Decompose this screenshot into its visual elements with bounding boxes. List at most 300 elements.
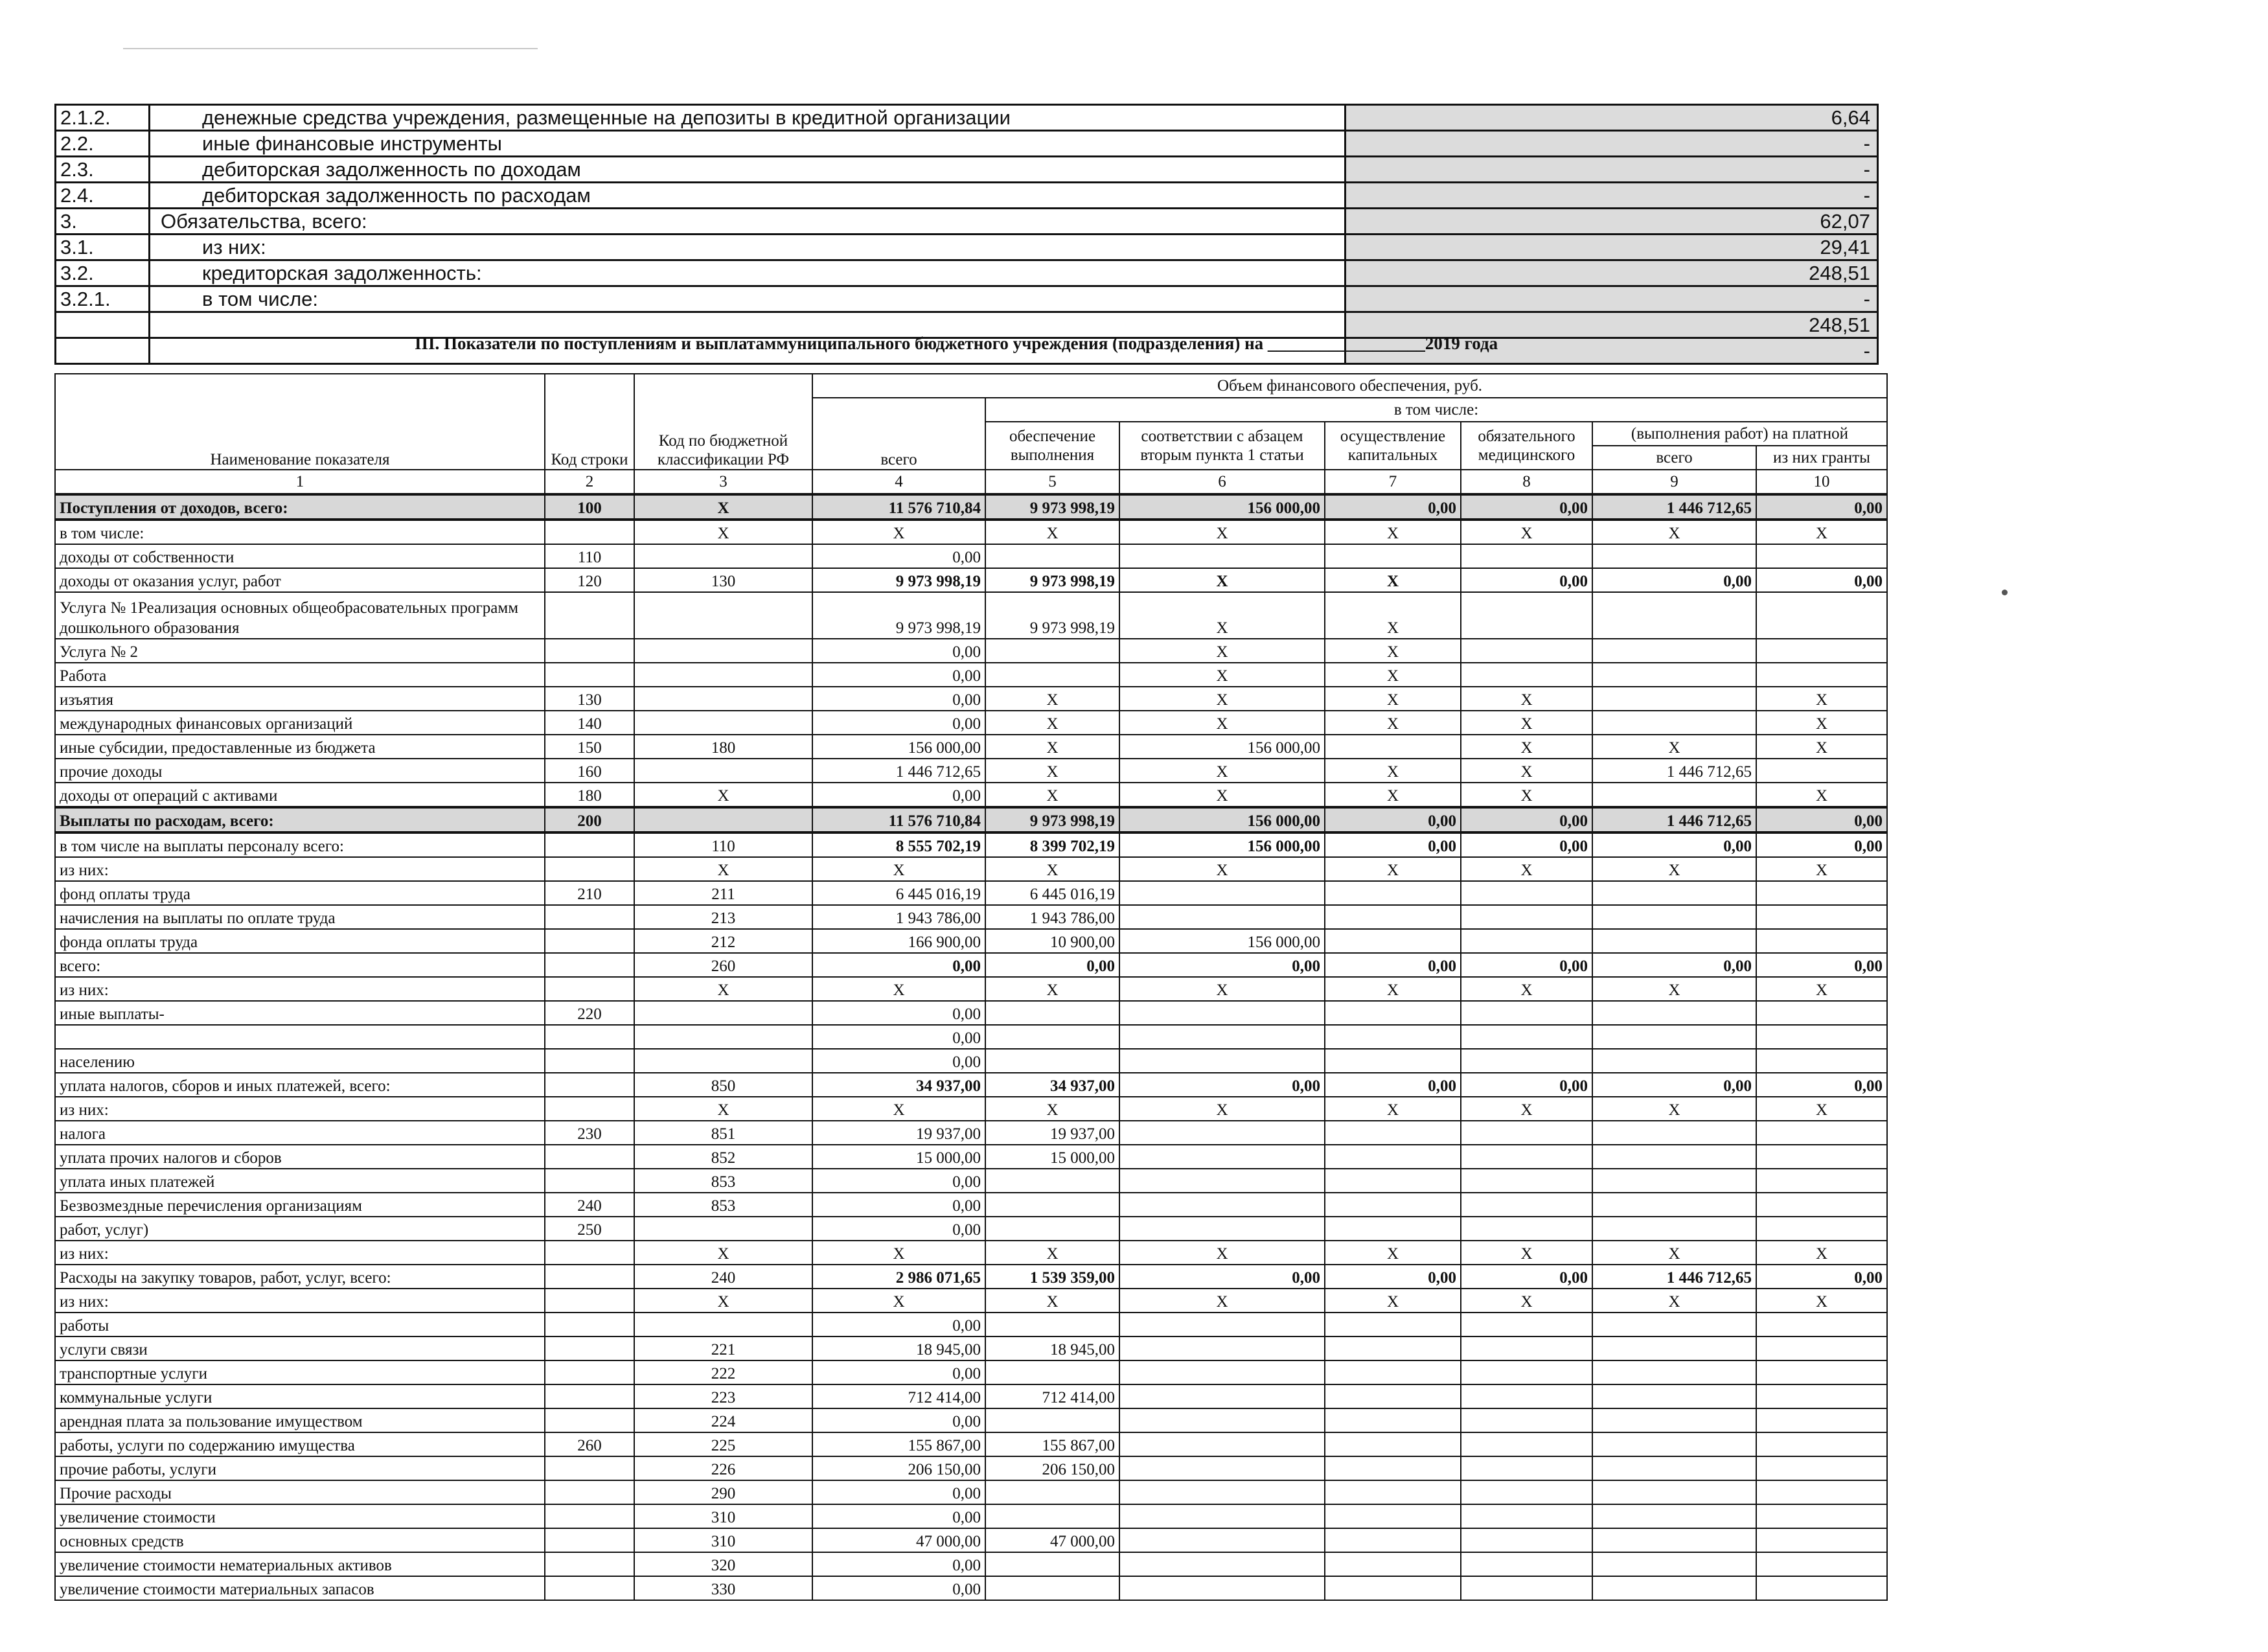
- cell-col2: [545, 1097, 634, 1121]
- cell-col6: X: [1119, 639, 1325, 663]
- cell-col5: 1 943 786,00: [985, 905, 1119, 929]
- cell-col4: 0,00: [812, 783, 985, 807]
- cell-col9: [1592, 1049, 1756, 1073]
- cell-col9: [1592, 687, 1756, 711]
- row-label: увеличение стоимости материальных запасов: [55, 1576, 545, 1600]
- header-col8: обязательного медицинского: [1461, 422, 1592, 470]
- cell-col6: [1119, 1456, 1325, 1480]
- cell-col9: [1592, 1217, 1756, 1241]
- balance-amount: -: [1346, 183, 1879, 209]
- table-row: [55, 1576, 1887, 1600]
- cell-col3: X: [634, 1097, 812, 1121]
- cell-col5: X: [985, 977, 1119, 1001]
- cell-col10: [1756, 1025, 1887, 1049]
- cell-col10: X: [1756, 1097, 1887, 1121]
- cell-col10: [1756, 1217, 1887, 1241]
- cell-col6: [1119, 1480, 1325, 1504]
- cell-col3: 852: [634, 1145, 812, 1169]
- cell-col4: 0,00: [812, 1552, 985, 1576]
- cell-col3: 223: [634, 1384, 812, 1408]
- cell-col9: [1592, 1384, 1756, 1408]
- cell-col2: [545, 592, 634, 639]
- cell-col5: 9 973 998,19: [985, 807, 1119, 832]
- cell-col4: 0,00: [812, 1193, 985, 1217]
- table-row: [55, 1313, 1887, 1337]
- cell-col6: [1119, 1408, 1325, 1432]
- table-row: [55, 1480, 1887, 1504]
- cell-col3: [634, 807, 812, 832]
- cell-col2: [545, 1265, 634, 1289]
- balance-summary-table: [54, 104, 1879, 365]
- row-label: увеличение стоимости нематериальных активов: [55, 1552, 545, 1576]
- table-row: [55, 1528, 1887, 1552]
- cell-col2: [545, 953, 634, 977]
- cell-col3: [634, 1217, 812, 1241]
- table-row: [55, 977, 1887, 1001]
- cell-col7: [1325, 1408, 1461, 1432]
- balance-amount: -: [1346, 157, 1879, 183]
- cell-col9: [1592, 1313, 1756, 1337]
- table-row: [55, 1265, 1887, 1289]
- table-row: [55, 1504, 1887, 1528]
- cell-col7: X: [1325, 1097, 1461, 1121]
- cell-col4: 0,00: [812, 711, 985, 735]
- cell-col5: 155 867,00: [985, 1432, 1119, 1456]
- balance-amount: 62,07: [1346, 209, 1879, 235]
- cell-col8: [1461, 639, 1592, 663]
- colnum-10: 10: [1756, 470, 1887, 494]
- cell-col2: [545, 1480, 634, 1504]
- table-row: [55, 1552, 1887, 1576]
- row-label: изъятия: [55, 687, 545, 711]
- cell-col9: X: [1592, 1289, 1756, 1313]
- cell-col8: X: [1461, 1097, 1592, 1121]
- header-col6: соответствии с абзацем вторым пункта 1 статьи: [1119, 422, 1325, 470]
- cell-col10: 0,00: [1756, 807, 1887, 832]
- header-budget-code: Код по бюджетной классификации РФ: [634, 374, 812, 470]
- cell-col7: [1325, 929, 1461, 953]
- table-row: [55, 1145, 1887, 1169]
- row-label: услуги связи: [55, 1337, 545, 1360]
- cell-col5: [985, 544, 1119, 568]
- cell-col2: [545, 1528, 634, 1552]
- cell-col3: 851: [634, 1121, 812, 1145]
- cell-col3: 320: [634, 1552, 812, 1576]
- cell-col6: X: [1119, 1097, 1325, 1121]
- cell-col5: 9 973 998,19: [985, 568, 1119, 592]
- cell-col8: [1461, 544, 1592, 568]
- cell-col2: [545, 905, 634, 929]
- balance-code: 2.1.2.: [56, 106, 150, 132]
- cell-col3: 853: [634, 1169, 812, 1193]
- balance-name: дебиторская задолженность по доходам: [150, 157, 1346, 183]
- colnum-5: 5: [985, 470, 1119, 494]
- cell-col6: [1119, 1432, 1325, 1456]
- cell-col4: 34 937,00: [812, 1073, 985, 1097]
- cell-col3: [634, 711, 812, 735]
- cell-col6: [1119, 544, 1325, 568]
- cell-col9: [1592, 1169, 1756, 1193]
- cell-col5: [985, 1504, 1119, 1528]
- header-col7: осуществление капитальных: [1325, 422, 1461, 470]
- balance-amount: 248,51: [1346, 261, 1879, 287]
- cell-col3: 853: [634, 1193, 812, 1217]
- colnum-2: 2: [545, 470, 634, 494]
- cell-col4: 1 943 786,00: [812, 905, 985, 929]
- cell-col4: 0,00: [812, 1025, 985, 1049]
- cell-col7: [1325, 1313, 1461, 1337]
- cell-col3: 260: [634, 953, 812, 977]
- cell-col10: X: [1756, 977, 1887, 1001]
- balance-name: кредиторская задолженность:: [150, 261, 1346, 287]
- cell-col6: [1119, 1217, 1325, 1241]
- cell-col7: 0,00: [1325, 1073, 1461, 1097]
- cell-col6: X: [1119, 711, 1325, 735]
- cell-col7: [1325, 1049, 1461, 1073]
- row-label: прочие доходы: [55, 759, 545, 783]
- cell-col9: X: [1592, 1097, 1756, 1121]
- cell-col6: X: [1119, 520, 1325, 544]
- table-row: [55, 1456, 1887, 1480]
- row-label: иные субсидии, предоставленные из бюджета: [55, 735, 545, 759]
- cell-col4: 19 937,00: [812, 1121, 985, 1145]
- cell-col5: [985, 1193, 1119, 1217]
- colnum-7: 7: [1325, 470, 1461, 494]
- cell-col8: [1461, 929, 1592, 953]
- cell-col10: [1756, 544, 1887, 568]
- cell-col3: 211: [634, 881, 812, 905]
- cell-col8: X: [1461, 735, 1592, 759]
- cell-col10: 0,00: [1756, 832, 1887, 857]
- cell-col3: 212: [634, 929, 812, 953]
- cell-col6: [1119, 1001, 1325, 1025]
- cell-col5: 206 150,00: [985, 1456, 1119, 1480]
- cell-col4: 47 000,00: [812, 1528, 985, 1552]
- cell-col9: [1592, 639, 1756, 663]
- cell-col2: [545, 1145, 634, 1169]
- cell-col5: 8 399 702,19: [985, 832, 1119, 857]
- cell-col3: 850: [634, 1073, 812, 1097]
- cell-col7: [1325, 1528, 1461, 1552]
- table-row: [55, 1001, 1887, 1025]
- table-row: [55, 1121, 1887, 1145]
- cell-col7: 0,00: [1325, 953, 1461, 977]
- cell-col7: 0,00: [1325, 832, 1461, 857]
- cell-col9: [1592, 663, 1756, 687]
- cell-col7: [1325, 1456, 1461, 1480]
- cell-col8: [1461, 1504, 1592, 1528]
- cell-col10: X: [1756, 857, 1887, 881]
- cell-col9: X: [1592, 1241, 1756, 1265]
- cell-col8: X: [1461, 1289, 1592, 1313]
- cell-col7: 0,00: [1325, 807, 1461, 832]
- cell-col8: [1461, 1576, 1592, 1600]
- table-row: [55, 1097, 1887, 1121]
- cell-col7: [1325, 1432, 1461, 1456]
- table-row: [55, 1360, 1887, 1384]
- cell-col9: [1592, 1337, 1756, 1360]
- cell-col6: 156 000,00: [1119, 832, 1325, 857]
- cell-col2: 210: [545, 881, 634, 905]
- cell-col4: 166 900,00: [812, 929, 985, 953]
- cell-col4: 0,00: [812, 1169, 985, 1193]
- cell-col5: 19 937,00: [985, 1121, 1119, 1145]
- cell-col10: X: [1756, 1241, 1887, 1265]
- cell-col9: [1592, 783, 1756, 807]
- table-row: [55, 735, 1887, 759]
- row-label: уплата прочих налогов и сборов: [55, 1145, 545, 1169]
- cell-col7: [1325, 1504, 1461, 1528]
- cell-col5: X: [985, 857, 1119, 881]
- table-row: [55, 905, 1887, 929]
- cell-col4: 15 000,00: [812, 1145, 985, 1169]
- cell-col6: X: [1119, 1241, 1325, 1265]
- cell-col2: 220: [545, 1001, 634, 1025]
- cell-col6: [1119, 1049, 1325, 1073]
- cell-col5: [985, 1169, 1119, 1193]
- balance-name: дебиторская задолженность по расходам: [150, 183, 1346, 209]
- cell-col8: [1461, 1121, 1592, 1145]
- row-label: из них:: [55, 1097, 545, 1121]
- colnum-3: 3: [634, 470, 812, 494]
- cell-col10: [1756, 1049, 1887, 1073]
- scan-artifact-line: [123, 48, 538, 49]
- cell-col10: [1756, 1001, 1887, 1025]
- cell-col9: [1592, 1121, 1756, 1145]
- balance-code: 2.3.: [56, 157, 150, 183]
- cell-col3: 310: [634, 1504, 812, 1528]
- cell-col10: [1756, 1313, 1887, 1337]
- balance-code: 2.2.: [56, 132, 150, 157]
- cell-col5: 712 414,00: [985, 1384, 1119, 1408]
- cell-col6: 0,00: [1119, 953, 1325, 977]
- balance-code: [56, 339, 150, 365]
- row-label: прочие работы, услуги: [55, 1456, 545, 1480]
- cell-col9: [1592, 1145, 1756, 1169]
- cell-col2: [545, 977, 634, 1001]
- cell-col3: [634, 663, 812, 687]
- cell-col8: 0,00: [1461, 494, 1592, 520]
- cell-col8: [1461, 1169, 1592, 1193]
- cell-col2: [545, 1360, 634, 1384]
- cell-col10: [1756, 929, 1887, 953]
- cell-col10: X: [1756, 1289, 1887, 1313]
- cell-col2: [545, 1169, 634, 1193]
- table-row: [55, 832, 1887, 857]
- row-label: Услуга № 2: [55, 639, 545, 663]
- cell-col9: [1592, 592, 1756, 639]
- cell-col5: [985, 1480, 1119, 1504]
- row-label: Услуга № 1Реализация основных общеобрасовательных программ дошкольного образования: [55, 592, 545, 639]
- cell-col4: 0,00: [812, 639, 985, 663]
- balance-code: 3.1.: [56, 235, 150, 261]
- cell-col4: 0,00: [812, 1217, 985, 1241]
- row-label: работы, услуги по содержанию имущества: [55, 1432, 545, 1456]
- cell-col3: 180: [634, 735, 812, 759]
- cell-col9: 1 446 712,65: [1592, 1265, 1756, 1289]
- cell-col3: 240: [634, 1265, 812, 1289]
- cell-col2: 150: [545, 735, 634, 759]
- cell-col5: [985, 1049, 1119, 1073]
- cell-col6: [1119, 1360, 1325, 1384]
- cell-col5: X: [985, 1241, 1119, 1265]
- cell-col6: [1119, 1504, 1325, 1528]
- row-label: работ, услуг): [55, 1217, 545, 1241]
- table-row: [55, 857, 1887, 881]
- row-label: населению: [55, 1049, 545, 1073]
- cell-col8: X: [1461, 711, 1592, 735]
- cell-col8: X: [1461, 977, 1592, 1001]
- table-row: [55, 568, 1887, 592]
- cell-col8: X: [1461, 1241, 1592, 1265]
- table-row: [55, 520, 1887, 544]
- cell-col5: 47 000,00: [985, 1528, 1119, 1552]
- cell-col2: 130: [545, 687, 634, 711]
- cell-col7: X: [1325, 639, 1461, 663]
- cell-col7: [1325, 1360, 1461, 1384]
- cell-col4: 0,00: [812, 544, 985, 568]
- cell-col7: X: [1325, 663, 1461, 687]
- row-label: уплата иных платежей: [55, 1169, 545, 1193]
- cell-col8: [1461, 1049, 1592, 1073]
- cell-col7: X: [1325, 977, 1461, 1001]
- cell-col8: 0,00: [1461, 568, 1592, 592]
- cell-col5: X: [985, 520, 1119, 544]
- row-label: иные выплаты-: [55, 1001, 545, 1025]
- balance-amount: 29,41: [1346, 235, 1879, 261]
- cell-col10: [1756, 1576, 1887, 1600]
- cell-col3: X: [634, 977, 812, 1001]
- cell-col4: X: [812, 857, 985, 881]
- cell-col9: 1 446 712,65: [1592, 494, 1756, 520]
- cell-col3: X: [634, 494, 812, 520]
- cell-col10: [1756, 1121, 1887, 1145]
- cell-col7: [1325, 1480, 1461, 1504]
- table-row: [55, 929, 1887, 953]
- cell-col3: 330: [634, 1576, 812, 1600]
- header-col9: всего: [1592, 446, 1756, 470]
- cell-col6: 0,00: [1119, 1265, 1325, 1289]
- cell-col10: [1756, 639, 1887, 663]
- cell-col5: 0,00: [985, 953, 1119, 977]
- cell-col2: 240: [545, 1193, 634, 1217]
- cell-col2: [545, 1025, 634, 1049]
- cell-col10: [1756, 1504, 1887, 1528]
- balance-code: 3.: [56, 209, 150, 235]
- cell-col9: [1592, 1432, 1756, 1456]
- header-volume: Объем финансового обеспечения, руб.: [812, 374, 1887, 398]
- row-label: коммунальные услуги: [55, 1384, 545, 1408]
- cell-col4: 0,00: [812, 1480, 985, 1504]
- cell-col5: [985, 1360, 1119, 1384]
- cell-col3: [634, 592, 812, 639]
- row-label: Безвозмездные перечисления организациям: [55, 1193, 545, 1217]
- cell-col9: [1592, 881, 1756, 905]
- cell-col5: 9 973 998,19: [985, 494, 1119, 520]
- cell-col5: [985, 1025, 1119, 1049]
- table-row: [55, 953, 1887, 977]
- balance-name: из них:: [150, 235, 1346, 261]
- cell-col5: [985, 663, 1119, 687]
- cell-col6: X: [1119, 592, 1325, 639]
- cell-col8: [1461, 663, 1592, 687]
- cell-col6: [1119, 1145, 1325, 1169]
- cell-col9: 0,00: [1592, 953, 1756, 977]
- colnum-8: 8: [1461, 470, 1592, 494]
- row-label: из них:: [55, 977, 545, 1001]
- table-row: [55, 1408, 1887, 1432]
- cell-col8: [1461, 1001, 1592, 1025]
- cell-col7: X: [1325, 520, 1461, 544]
- cell-col6: X: [1119, 759, 1325, 783]
- cell-col5: [985, 1001, 1119, 1025]
- cell-col4: 9 973 998,19: [812, 568, 985, 592]
- cell-col5: [985, 1217, 1119, 1241]
- cell-col6: [1119, 1552, 1325, 1576]
- cell-col6: [1119, 1193, 1325, 1217]
- cell-col7: [1325, 1121, 1461, 1145]
- row-label: доходы от оказания услуг, работ: [55, 568, 545, 592]
- cell-col10: [1756, 1384, 1887, 1408]
- balance-code: 3.2.: [56, 261, 150, 287]
- cell-col8: 0,00: [1461, 1073, 1592, 1097]
- cell-col2: [545, 1313, 634, 1337]
- cell-col10: 0,00: [1756, 953, 1887, 977]
- row-label: Прочие расходы: [55, 1480, 545, 1504]
- cell-col3: 224: [634, 1408, 812, 1432]
- cell-col2: 100: [545, 494, 634, 520]
- cell-col7: X: [1325, 857, 1461, 881]
- balance-amount: 6,64: [1346, 106, 1879, 132]
- table-row: [55, 592, 1887, 639]
- cell-col6: [1119, 1337, 1325, 1360]
- cell-col6: [1119, 1121, 1325, 1145]
- table-row: [55, 1337, 1887, 1360]
- cell-col10: X: [1756, 711, 1887, 735]
- cell-col8: X: [1461, 687, 1592, 711]
- receipts-payments-table: [54, 373, 1888, 1601]
- row-label: из них:: [55, 857, 545, 881]
- cell-col7: [1325, 1193, 1461, 1217]
- cell-col5: 10 900,00: [985, 929, 1119, 953]
- cell-col5: X: [985, 687, 1119, 711]
- cell-col3: 225: [634, 1432, 812, 1456]
- cell-col2: [545, 857, 634, 881]
- cell-col6: X: [1119, 783, 1325, 807]
- cell-col3: [634, 544, 812, 568]
- cell-col9: X: [1592, 520, 1756, 544]
- table-row: [55, 1049, 1887, 1073]
- table-row: [55, 807, 1887, 832]
- cell-col7: 0,00: [1325, 494, 1461, 520]
- row-label: Работа: [55, 663, 545, 687]
- cell-col9: [1592, 1528, 1756, 1552]
- cell-col4: 11 576 710,84: [812, 807, 985, 832]
- cell-col5: 1 539 359,00: [985, 1265, 1119, 1289]
- row-label: в том числе:: [55, 520, 545, 544]
- cell-col4: 0,00: [812, 1576, 985, 1600]
- cell-col2: 230: [545, 1121, 634, 1145]
- cell-col9: X: [1592, 857, 1756, 881]
- balance-name: Обязательства, всего:: [150, 209, 1346, 235]
- cell-col2: [545, 1289, 634, 1313]
- cell-col3: 213: [634, 905, 812, 929]
- cell-col4: 0,00: [812, 663, 985, 687]
- cell-col6: X: [1119, 857, 1325, 881]
- cell-col5: 15 000,00: [985, 1145, 1119, 1169]
- row-label: всего:: [55, 953, 545, 977]
- cell-col7: X: [1325, 687, 1461, 711]
